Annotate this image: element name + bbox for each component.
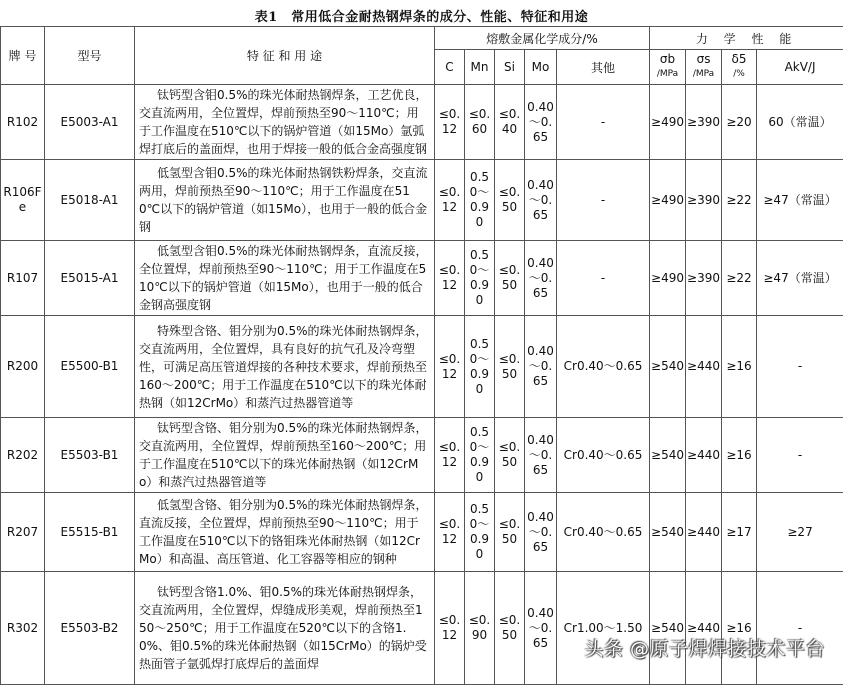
cell-sigma-b: ≥540 [650,493,686,572]
cell-mn: 0.50～0.90 [465,418,495,493]
cell-delta5: ≥17 [722,493,757,572]
cell-mn: ≤0.90 [465,572,495,685]
cell-sigma-s: ≥390 [686,85,722,160]
cell-c: ≤0.12 [435,160,465,241]
cell-si: ≤0.50 [495,316,525,418]
cell-brand: R207 [1,493,45,572]
cell-delta5: ≥16 [722,418,757,493]
header-sigma-s [686,50,722,85]
cell-other: Cr0.40～0.65 [557,493,650,572]
table-row [1,493,843,572]
cell-sigma-s: ≥440 [686,316,722,418]
cell-mo: 0.40～0.65 [525,85,557,160]
cell-feature: 特殊型含铬、钼分别为0.5%的珠光体耐热钢焊条，交直流两用，全位置焊，具有良好的抗气孔及冷弯塑性，可满足高压管道焊接的各种技术要求，焊前预热至160～200℃；用于工作温度在510℃以下的珠光体耐热钢（如12CrMo）和蒸汽过热器管道等 [135,316,435,418]
cell-mn: 0.50～0.90 [465,316,495,418]
cell-mo: 0.40～0.65 [525,316,557,418]
table-row [1,241,843,316]
cell-mo: 0.40～0.65 [525,493,557,572]
cell-mo: 0.40～0.65 [525,160,557,241]
cell-model: E5003-A1 [45,85,135,160]
cell-sigma-b: ≥540 [650,572,686,685]
cell-model: E5500-B1 [45,316,135,418]
header-delta5 [722,50,757,85]
cell-other: Cr0.40～0.65 [557,316,650,418]
cell-other: - [557,160,650,241]
cell-model: E5503-B1 [45,418,135,493]
header-delta5-symbol: δ5 [722,52,756,67]
cell-feature: 低氢型含钼0.5%的珠光体耐热钢铁粉焊条，交直流两用，焊前预热至90～110℃；用于工作温度在510℃以下的锅炉管道（如15Mo），也用于一般的低合金钢 [135,160,435,241]
cell-model: E5018-A1 [45,160,135,241]
cell-delta5: ≥16 [722,572,757,685]
cell-mn: 0.50～0.90 [465,160,495,241]
cell-model: E5503-B2 [45,572,135,685]
header-sigma-b [650,50,686,85]
cell-brand: R102 [1,85,45,160]
header-delta5-unit: /% [722,67,756,82]
cell-mo: 0.40～0.65 [525,572,557,685]
welding-rod-table [0,26,843,685]
cell-akv: ≥47（常温） [757,241,843,316]
table-row [1,316,843,418]
cell-brand: R302 [1,572,45,685]
cell-sigma-s: ≥440 [686,572,722,685]
cell-model: E5015-A1 [45,241,135,316]
header-composition-group: 熔敷金属化学成分/% [435,27,650,50]
cell-c: ≤0.12 [435,241,465,316]
cell-feature: 钛钙型含钼0.5%的珠光体耐热钢焊条，工艺优良，交直流两用，全位置焊，焊前预热至90～110℃；用于工作温度在510℃以下的锅炉管道（如15Mo）氩弧焊打底后的盖面焊，也用于焊接一般的低合金高强度钢 [135,85,435,160]
cell-sigma-b: ≥490 [650,241,686,316]
cell-si: ≤0.50 [495,572,525,685]
cell-delta5: ≥22 [722,241,757,316]
table-body [1,85,843,685]
cell-sigma-s: ≥440 [686,493,722,572]
cell-delta5: ≥20 [722,85,757,160]
cell-mn: 0.50～0.90 [465,241,495,316]
cell-akv: ≥27 [757,493,843,572]
cell-brand: R200 [1,316,45,418]
cell-c: ≤0.12 [435,85,465,160]
cell-sigma-b: ≥490 [650,160,686,241]
header-sigma-s-unit: /MPa [686,67,721,82]
cell-mn: 0.50～0.90 [465,493,495,572]
cell-other: Cr0.40～0.65 [557,418,650,493]
cell-c: ≤0.12 [435,572,465,685]
header-feature: 特 征 和 用 途 [135,27,435,85]
header-sigma-b-symbol: σb [650,52,685,67]
cell-delta5: ≥22 [722,160,757,241]
cell-si: ≤0.50 [495,241,525,316]
header-sigma-b-unit: /MPa [650,67,685,82]
cell-si: ≤0.50 [495,418,525,493]
table-row [1,85,843,160]
cell-mn: ≤0.60 [465,85,495,160]
cell-sigma-s: ≥390 [686,160,722,241]
table-title: 表1 常用低合金耐热钢焊条的成分、性能、特征和用途 [0,6,843,25]
cell-feature: 低氢型含铬、钼分别为0.5%的珠光体耐热钢焊条，直流反接，全位置焊，焊前预热至90～110℃；用于工作温度在510℃以下的铬钼珠光体耐热钢（如12CrMo）和高温、高压管道、化工容器等相应的钢种 [135,493,435,572]
cell-sigma-b: ≥540 [650,418,686,493]
header-c: C [435,50,465,85]
table-row [1,418,843,493]
header-sigma-s-symbol: σs [686,52,721,67]
cell-brand: R106Fe [1,160,45,241]
header-mechanical-group: 力 学 性 能 [650,27,843,50]
cell-c: ≤0.12 [435,418,465,493]
header-brand: 牌 号 [1,27,45,85]
watermark: 头条 @原子焊焊接技术平台 [584,634,825,661]
header-row-1 [1,27,843,50]
cell-model: E5515-B1 [45,493,135,572]
cell-akv: ≥47（常温） [757,160,843,241]
cell-feature: 低氢型含钼0.5%的珠光体耐热钢焊条，直流反接，全位置焊，焊前预热至90～110℃；用于工作温度在510℃以下的锅炉管道（如15Mo），也用于一般的低合金钢高强度钢 [135,241,435,316]
cell-delta5: ≥16 [722,316,757,418]
header-akv: AkV/J [757,50,843,85]
cell-si: ≤0.50 [495,160,525,241]
header-mo: Mo [525,50,557,85]
header-model: 型号 [45,27,135,85]
cell-c: ≤0.12 [435,316,465,418]
cell-other: - [557,85,650,160]
cell-other: - [557,241,650,316]
cell-mo: 0.40～0.65 [525,241,557,316]
cell-sigma-s: ≥390 [686,241,722,316]
header-mn: Mn [465,50,495,85]
cell-akv: 60（常温） [757,85,843,160]
cell-akv: - [757,418,843,493]
table-row [1,160,843,241]
header-other: 其他 [557,50,650,85]
cell-akv: - [757,316,843,418]
cell-mo: 0.40～0.65 [525,418,557,493]
cell-feature: 钛钙型含铬1.0%、钼0.5%的珠光体耐热钢焊条，交直流两用，全位置焊，焊缝成形美观，焊前预热至150～250℃；用于工作温度在520℃以下的含铬1.0%、钼0.5%的珠光体耐热钢（如15CrMo）的锅炉受热面管子氩弧焊打底焊后的盖面焊 [135,572,435,685]
cell-brand: R202 [1,418,45,493]
cell-brand: R107 [1,241,45,316]
cell-other: Cr1.00～1.50 [557,572,650,685]
cell-si: ≤0.40 [495,85,525,160]
header-si: Si [495,50,525,85]
cell-akv: - [757,572,843,685]
cell-sigma-b: ≥540 [650,316,686,418]
cell-sigma-b: ≥490 [650,85,686,160]
cell-si: ≤0.50 [495,493,525,572]
cell-feature: 钛钙型含铬、钼分别为0.5%的珠光体耐热钢焊条，交直流两用，全位置焊，焊前预热至160～200℃；用于工作温度在510℃以下的珠光体耐热钢（如12CrMo）和蒸汽过热器管道等 [135,418,435,493]
cell-c: ≤0.12 [435,493,465,572]
table-row [1,572,843,685]
cell-sigma-s: ≥440 [686,418,722,493]
